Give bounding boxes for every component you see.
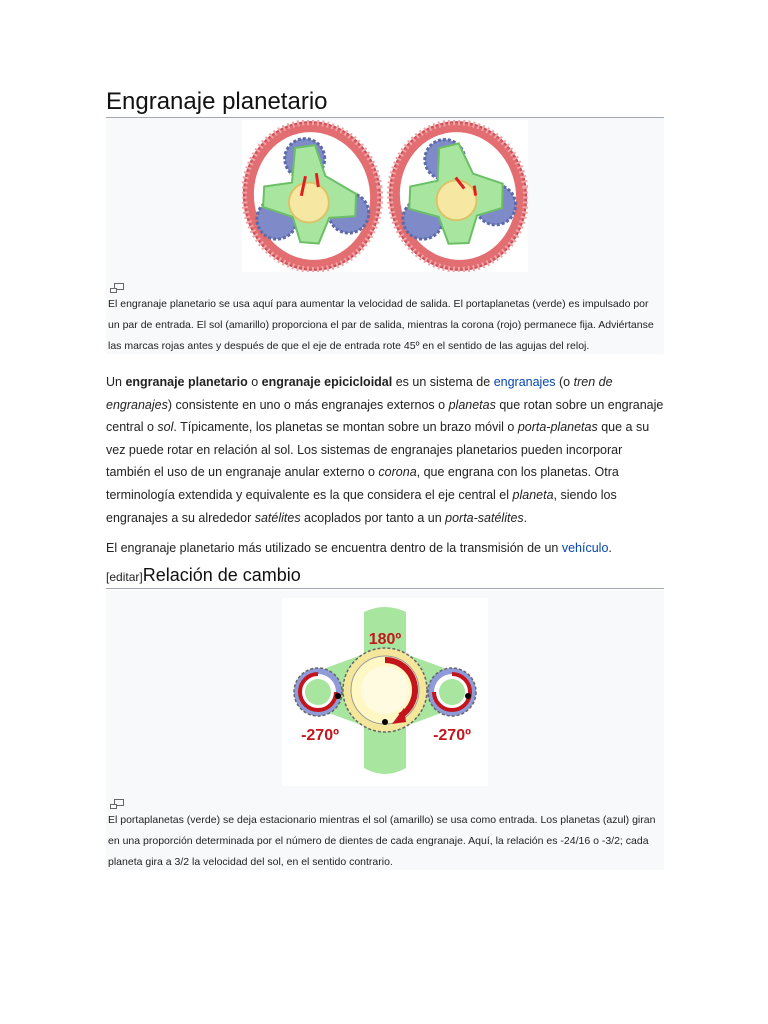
magnify-icon[interactable] bbox=[110, 280, 124, 290]
term-planetary-gear: engranaje planetario bbox=[125, 375, 248, 389]
intro-paragraph: Un engranaje planetario o engranaje epicicloidal es un sistema de engranajes (o tren de engranajes) consistente en uno o más engranajes externos o planetas que rotan sobre un engranaje central o sol. Típicamente, los planetas se montan sobre un brazo móvil o porta-planetas que a su vez puede rotar en relación al sol. Los sistemas de engranajes planetarios pueden incorporar también el uso de un engranaje anular externo o corona, que engrana con los planetas. Otra terminología extendida y equivalente es la que considera el eje central el planeta, siendo los engranajes a su alrededor satélites acoplados por tanto a un porta-satélites. bbox=[106, 375, 664, 525]
term-epicyclic-gear: engranaje epicicloidal bbox=[261, 375, 393, 389]
link-engranajes[interactable]: engranajes bbox=[493, 375, 556, 389]
link-vehiculo[interactable]: vehículo bbox=[561, 541, 609, 555]
edit-link[interactable]: editar bbox=[109, 570, 140, 584]
vehicle-paragraph: El engranaje planetario más utilizado se encuentra dentro de la transmisión de un vehículo. bbox=[106, 541, 612, 555]
section-title: Relación de cambio bbox=[142, 565, 301, 585]
label-left-270: -270º bbox=[301, 727, 339, 744]
planetary-gear-illustration bbox=[242, 120, 528, 272]
section-heading: [editar]Relación de cambio bbox=[106, 563, 664, 589]
gear-ratio-image[interactable] bbox=[282, 598, 488, 786]
gear-set-left bbox=[242, 120, 390, 272]
figure2-caption: El portaplanetas (verde) se deja estacionario mientras el sol (amarillo) se usa como entrada. Los planetas (azul) giran en una proporción determinada por el número de dientes de cada engranaje. Aquí, la relación es -24/16 o -3/2; cada planeta gira a 3/2 la velocidad del sol, en el sentido contrario. bbox=[108, 814, 656, 868]
figure1-caption: El engranaje planetario se usa aquí para aumentar la velocidad de salida. El portaplanetas (verde) es impulsado por un par de entrada. El sol (amarillo) proporciona el par de salida, mientras la corona (rojo) permanece fija. Adviértanse las marcas rojas antes y después de que el eje de entrada rote 45º en el sentido de las agujas del reloj. bbox=[108, 298, 654, 352]
figure-planetary-gear bbox=[106, 118, 664, 354]
planetary-gear-image[interactable] bbox=[242, 120, 528, 272]
label-180: 180º bbox=[368, 631, 402, 648]
figure-gear-ratio bbox=[106, 590, 664, 870]
page-title: Engranaje planetario bbox=[106, 86, 664, 118]
gear-ratio-illustration bbox=[282, 598, 488, 786]
magnify-icon[interactable] bbox=[110, 796, 124, 806]
gear-set-right bbox=[380, 120, 528, 272]
label-right-270: -270º bbox=[433, 727, 471, 744]
